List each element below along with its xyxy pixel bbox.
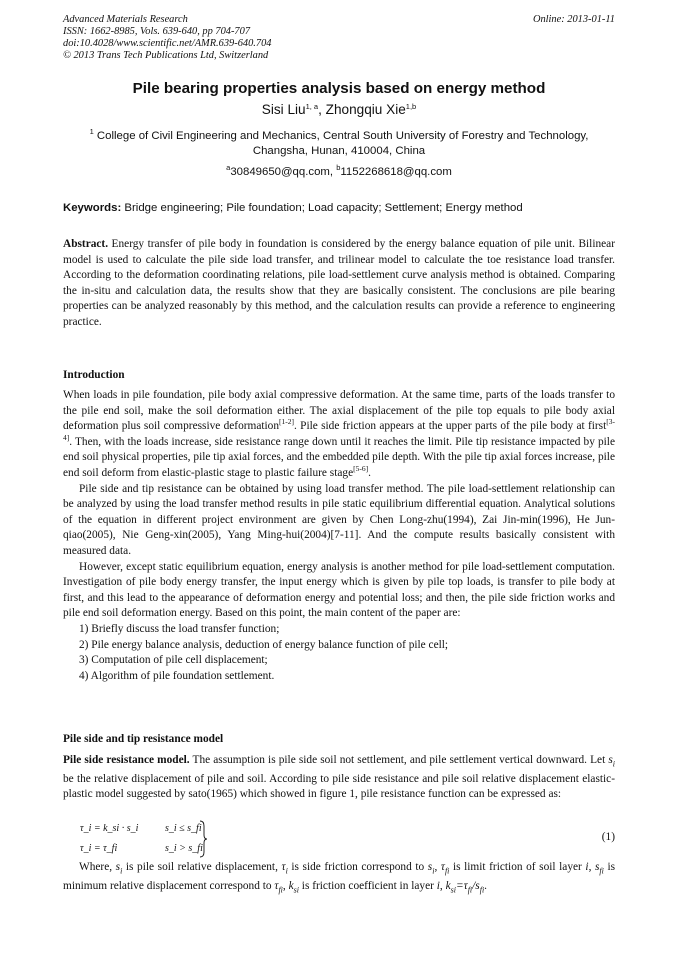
equation-line-1-condition: s_i ≤ s_fi [165,823,202,834]
list-item: 3) Computation of pile cell displacement; [79,654,268,667]
citation: [1-2] [279,417,295,427]
author-emails [63,163,615,178]
online-date: Online: 2013-01-11 [532,14,615,25]
where-text: is pile soil relative displacement, [122,861,282,873]
where-text: is minimum relative displacement correspond to [63,861,616,892]
section-text-b: be the relative displacement of pile and soil. According to pile side resistance and pile soil relative displacement elastic-plastic model suggested by sato(1965) which showed in figure 1, pile resistance function can be expressed as: [63,772,615,801]
journal-header [63,14,271,62]
where-text: , [282,879,289,892]
intro-p1-text-b: . Pile side friction appears at the upper parts of the pile body at first [294,420,607,433]
list-item: 4) Algorithm of pile foundation settlement. [79,669,275,682]
equation-line-1-left: τ_i = k_si · s_i [80,823,139,834]
abstract [63,237,615,331]
doi-line: doi:10.4028/www.scientific.net/AMR.639-640.704 [63,38,272,49]
symbol-s: $s_i$ [115,861,123,876]
intro-paragraph-2: Pile side and tip resistance can be obtained by using load transfer method. The pile load-settlement relationship can be analyzed by using the load transfer method results in pile static equilibrium differential equation. Analytical solutions of the equation in different project environment are given by Chen Long-zhu(1994), Zai Jin-min(1996), He Jun-qiao(2005), Nie Geng-xin(2005), Yang Ming-hui(2004)[7-11]. And the compute results basically consistent with measured data. [63,482,615,557]
email-a-mark: a [226,163,231,172]
symbol-i: i [436,879,440,892]
citation: [3-4] [63,417,615,442]
symbol-s-f: $s_{fi}$ [595,861,604,876]
where-text: Where, [79,861,116,873]
author-1: Sisi Liu [261,102,306,117]
affiliation-line-2: Changsha, Hunan, 410004, China [252,145,426,157]
abstract-text: Energy transfer of pile body in foundation is considered by the energy balance equation of pile unit. Bilinear model is used to calculate the pile side load transfer, and trilinear model to calculate the toe resistance load transfer. According to the deformation coordinating relations, pile load-settlement curve analysis method is obtained. Comparing the in-situ and calculation data, the results show that they are basically consistent. The conclusions are pile bearing properties can be analyzed reasonably by this method, and the calculation results can provide a reference to engineering practice. [63,238,615,328]
affiliation [63,129,615,159]
intro-paragraph-3: However, except static equilibrium equation, energy analysis is another method for pile load-settlement computation. Investigation of pile body energy transfer, the input energy which is given by pile top loads, is transfer to pile body at first, and this lead to the appearance of deformation energy and potential loss; and then, the pile side friction works and pile end soil deformation energy. Based on this point, the main content of the paper are: [63,560,615,620]
email-a[interactable]: 30849650@qq.com, [230,166,337,178]
keywords [63,202,615,214]
author-1-affil: 1, a [305,102,319,111]
symbol-k: $k_{si}$ [288,879,299,895]
abstract-label: Abstract. [63,238,109,250]
email-b-mark: b [336,163,341,172]
where-text: is side friction correspond to [287,861,428,873]
intro-paragraph-1 [63,388,615,482]
introduction-heading: Introduction [63,369,125,381]
equation-line-2-condition: s_i > s_fi [165,843,203,854]
paper-title: Pile bearing properties analysis based on energy method [132,80,546,97]
author-2: Zhongqiu Xie [325,102,406,117]
issn-line: ISSN: 1662-8985, Vols. 639-640, pp 704-707 [63,26,251,37]
where-text: , [588,861,595,873]
introduction-body [63,388,615,684]
content-list [63,622,615,684]
intro-p1-text-a: When loads in pile foundation, pile body axial compressive deformation. At the same time, parts of the loads transfer to the pile end soil, make the soil deformation either. The axial displacement of the pile top equals to pile body axial deformation plus soil compressive deformation [63,389,615,433]
affiliation-mark: 1 [89,127,94,136]
section-heading: Pile side and tip resistance model [63,733,224,745]
symbol-i: i [585,861,589,873]
symbol-tau-f: $\tau_{fi}$ [274,879,283,895]
where-text: . [484,879,488,892]
journal-name: Advanced Materials Research [63,14,188,25]
subsection-lead: Pile side resistance model. [63,754,190,766]
equation-number: (1) [601,831,615,843]
list-item: 1) Briefly discuss the load transfer function; [79,622,280,635]
keywords-label: Keywords: [63,202,122,214]
author-2-affil: 1,b [405,102,417,111]
list-item: 2) Pile energy balance analysis, deduction of energy balance function of pile cell; [79,638,449,651]
where-text: is limit friction of soil layer [449,861,586,873]
intro-p1-text-d: . [368,466,371,479]
affiliation-line-1: College of Civil Engineering and Mechanics, Central South University of Forestry and Technology, [93,130,589,142]
copyright-line: © 2013 Trans Tech Publications Ltd, Switzerland [63,50,269,61]
symbol-s: s [608,754,613,766]
symbol-subscript: i [612,759,615,769]
author-line [63,102,615,117]
equation-1 [80,820,615,860]
where-text: is friction coefficient in layer [298,879,437,892]
author-separator: , [318,102,326,117]
keywords-text: Bridge engineering; Pile foundation; Load capacity; Settlement; Energy method [121,202,523,214]
where-paragraph [63,860,615,898]
symbol-k-ratio: $k_{si}=\tau_{fi}/s_{fi}$ [445,879,485,895]
email-b[interactable]: 1152268618@qq.com [340,166,452,178]
symbol-s: $s_i$ [427,861,435,876]
section-paragraph [63,753,615,803]
citation: [5-6] [353,463,369,473]
section-text-a: The assumption is pile side soil not settlement, and pile settlement vertical downward. Let [189,754,609,766]
where-text: , [439,879,443,892]
symbol-tau-f: $\tau_{fi}$ [440,861,450,876]
symbol-tau: $\tau_i$ [281,861,288,876]
intro-p1-text-c: . Then, with the loads increase, side resistance range down until it reaches the limit. Pile tip resistance impacted by pile end soil physical properties, pile tip axial forces, and the embedded pile depth. With the pile tip axial forces increase, pile end soil deform from elastic-plastic stage to plastic failure stage [63,435,615,479]
equation-line-2-left: τ_i = τ_fi [80,843,118,854]
right-brace-icon [198,820,208,858]
equation-line-1 [80,823,138,834]
where-text: , [434,861,441,873]
equation-line-2 [80,843,117,854]
